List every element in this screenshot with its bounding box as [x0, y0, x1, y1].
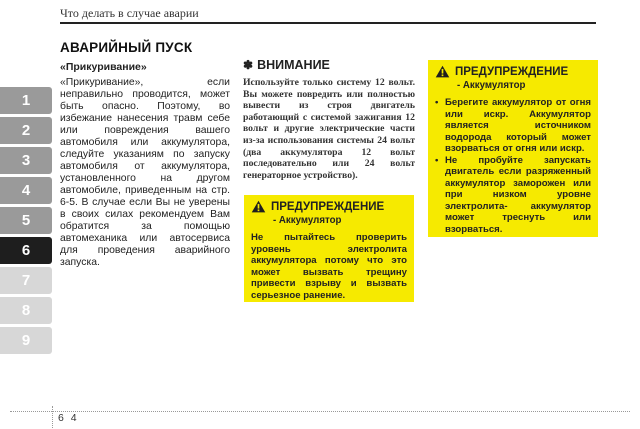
- chapter-tab-1[interactable]: 1: [0, 87, 52, 114]
- asterisk-icon: ✽: [243, 58, 254, 72]
- warning-box-electrolyte: [244, 195, 414, 302]
- warning-title: ПРЕДУПРЕЖДЕНИЕ: [271, 200, 385, 213]
- warning-text: Не пытайтесь проверить уровень электролита аккумулятора потому что это может вызвать трещину привести взрыву и вызвать серьезное ранение.: [251, 232, 407, 301]
- section-subtitle: «Прикуривание»: [60, 61, 147, 73]
- page-number: 6 4: [58, 412, 79, 424]
- chapter-tab-3[interactable]: 3: [0, 147, 52, 174]
- warning-list: [435, 97, 591, 235]
- bullet-icon: •: [435, 97, 439, 108]
- warning-subtitle: - Аккумулятор: [457, 80, 526, 91]
- warning-heading: [435, 65, 591, 78]
- chapter-tab-4[interactable]: 4: [0, 177, 52, 204]
- warning-subtitle: - Аккумулятор: [273, 215, 342, 226]
- list-item-text: Не пробуйте запускать двигатель если разряженный аккумулятор заморожен или при низком уровне электролита- аккумулятор может треснуть или взорваться.: [445, 154, 591, 235]
- attention-text: Используйте только систему 12 вольт. Вы можете повредить или полностью вывести из строя двигатель работающий с системой зажигания 12 вольт и другие электрические части из-за использования системы 24 вольт (два аккумулятора 12 вольт последовательно или 24 вольт генераторное устройство).: [243, 77, 415, 181]
- page-title: АВАРИЙНЫЙ ПУСК: [60, 40, 193, 55]
- warning-heading: [251, 200, 407, 213]
- section-title: Что делать в случае аварии: [60, 6, 199, 20]
- chapter-tab-2[interactable]: 2: [0, 117, 52, 144]
- header-rule: [60, 22, 596, 24]
- footer-divider: [52, 406, 53, 428]
- section-header: [60, 6, 230, 21]
- chapter-tab-9[interactable]: 9: [0, 327, 52, 354]
- list-item: [435, 155, 591, 236]
- warning-triangle-icon: [435, 65, 450, 78]
- chapter-tab-7[interactable]: 7: [0, 267, 52, 294]
- attention-title: ВНИМАНИЕ: [257, 58, 330, 72]
- bullet-icon: •: [435, 154, 439, 166]
- main-column: [60, 40, 230, 269]
- attention-heading: [243, 58, 415, 72]
- chapter-tab-5[interactable]: 5: [0, 207, 52, 234]
- warning-box-battery: [428, 60, 598, 237]
- main-paragraph: «Прикуривание», если неправильно проводится, может быть опасно. Поэтому, во избежание нанесения травм себе или повреждения вашего автомобиля или аккумулятора, следуйте указаниям по запуску автомобиля от аккумулятора, установленного на другом автомобиле, приведенным на стр. 6-5. В случае если Вы не уверены в своих силах рекомендуем Вам обратится за помощью автомеханика или автосервиса для проведения аварийного запуска.: [60, 77, 230, 268]
- attention-block: [243, 58, 415, 181]
- list-item-text: Берегите аккумулятор от огня или искр. Аккумулятор является источником водорода который может взорваться от огня или искр.: [445, 97, 591, 154]
- list-item: [435, 97, 591, 155]
- warning-triangle-icon: [251, 200, 266, 213]
- warning-title: ПРЕДУПРЕЖДЕНИЕ: [455, 65, 569, 78]
- chapter-tab-6[interactable]: 6: [0, 237, 52, 264]
- chapter-tab-8[interactable]: 8: [0, 297, 52, 324]
- chapter-tabs: [0, 87, 56, 357]
- footer-rule: [10, 411, 630, 412]
